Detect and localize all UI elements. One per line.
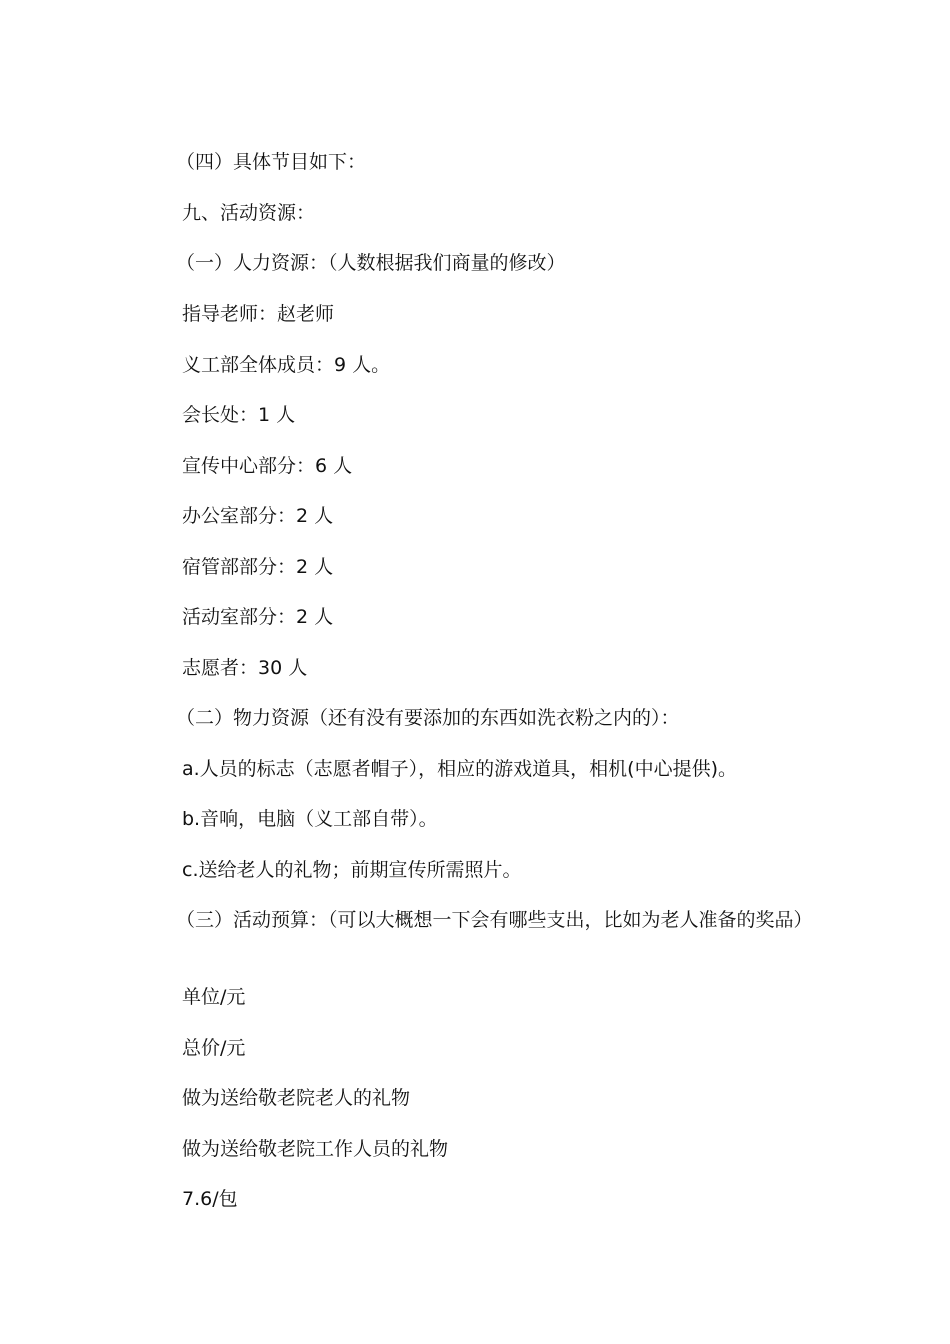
subheading-material-resources: （二）物力资源（还有没有要添加的东西如洗衣粉之内的）： [176, 707, 680, 729]
paragraph-total: 总价/元 [182, 1037, 246, 1059]
subheading-human-resources: （一）人力资源：（人数根据我们商量的修改） [176, 252, 566, 274]
section-heading-resources: 九、活动资源： [182, 202, 316, 224]
paragraph-volunteer-department: 义工部全体成员：9 人。 [182, 354, 391, 376]
subheading-budget: （三）活动预算：（可以大概想一下会有哪些支出，比如为老人准备的奖品） [176, 909, 813, 931]
paragraph-advisor: 指导老师：赵老师 [182, 303, 335, 325]
paragraph-volunteers: 志愿者：30 人 [182, 657, 308, 679]
paragraph-unit: 单位/元 [182, 986, 246, 1008]
paragraph-office: 办公室部分：2 人 [182, 505, 334, 527]
paragraph-president-office: 会长处：1 人 [182, 404, 296, 426]
paragraph-price-per-pack: 7.6/包 [182, 1188, 238, 1210]
paragraph-dormitory-department: 宿管部部分：2 人 [182, 556, 334, 578]
paragraph-gift-staff: 做为送给敬老院工作人员的礼物 [182, 1138, 449, 1160]
paragraph-item-b: b.音响，电脑（义工部自带）。 [182, 808, 438, 830]
paragraph-item-a: a.人员的标志（志愿者帽子），相应的游戏道具，相机(中心提供)。 [182, 758, 738, 780]
paragraph-activity-room: 活动室部分：2 人 [182, 606, 334, 628]
paragraph-publicity-center: 宣传中心部分：6 人 [182, 455, 353, 477]
section-heading-programs: （四）具体节目如下： [176, 151, 367, 173]
paragraph-gift-elderly: 做为送给敬老院老人的礼物 [182, 1087, 411, 1109]
paragraph-item-c: c.送给老人的礼物；前期宣传所需照片。 [182, 859, 522, 881]
